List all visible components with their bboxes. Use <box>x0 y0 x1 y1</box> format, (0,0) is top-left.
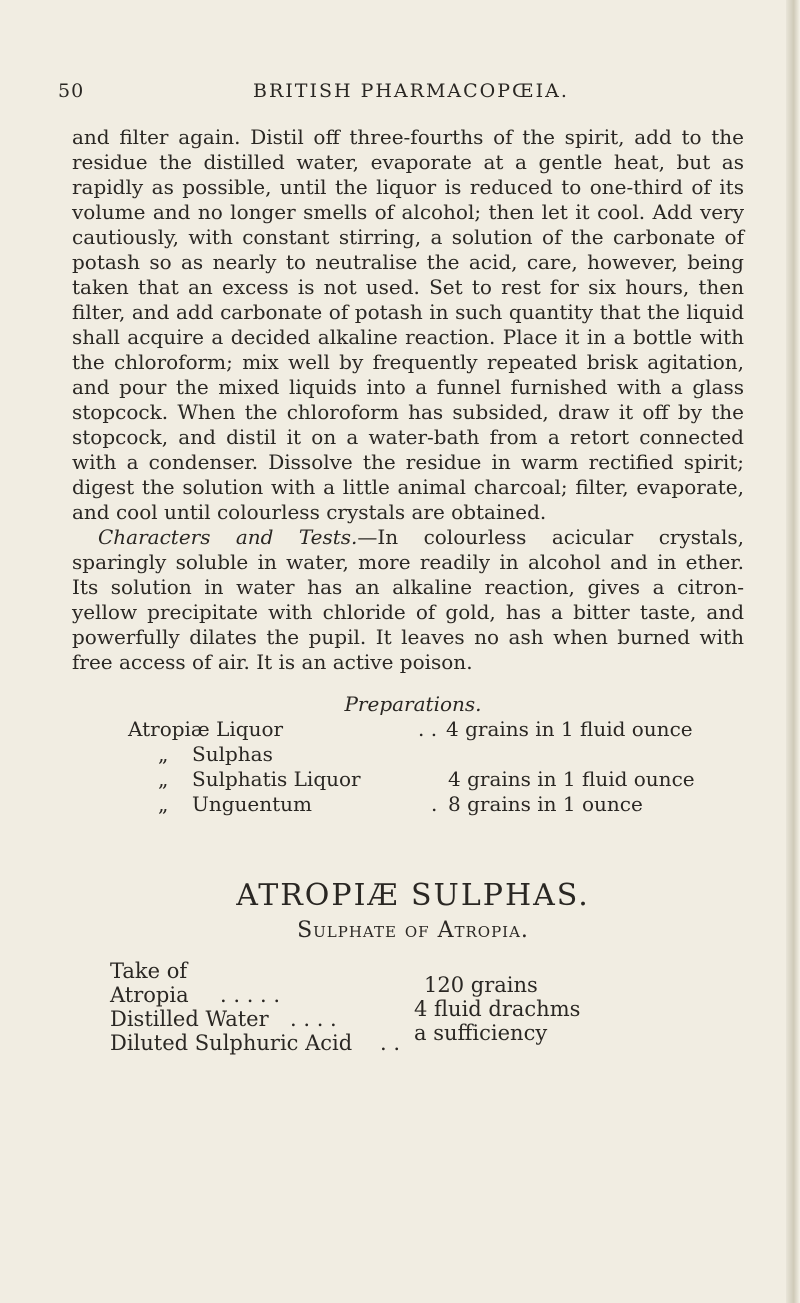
leader-dots: . . <box>418 717 438 741</box>
characters-text: —In colourless acicular crystals, sparingly soluble in water, more readily in alcohol and in ether. Its solution in water has an alkaline reaction, gives a citron-yellow precipitate with chloride of gold, has a bitter taste, and powerfully dilates the pupil. It leaves no ash when burned with free access of air. It is an active poison. <box>72 525 744 674</box>
ingredient-name: Distilled Water <box>110 1007 269 1031</box>
preparation-name: Atropiæ Liquor <box>128 717 284 741</box>
preparation-name: Sulphas <box>192 742 273 766</box>
ingredient-quantity: 4 fluid drachms <box>414 997 581 1021</box>
preparation-name: Unguentum <box>192 792 313 816</box>
ingredient-name: Diluted Sulphuric Acid <box>110 1031 353 1055</box>
preparation-strength: 8 grains in 1 ounce <box>448 792 643 816</box>
leader-dots: . . . . . <box>220 983 281 1007</box>
ingredient-quantity: a sufficiency <box>414 1021 548 1045</box>
section-title: ATROPIÆ SULPHAS. <box>236 878 590 913</box>
leader-dots: . . <box>380 1031 401 1055</box>
ingredient-quantity: 120 grains <box>424 973 538 997</box>
ditto-mark: „ <box>158 767 169 791</box>
preparations-title: Preparations. <box>344 692 482 716</box>
leader-dots: . . . . <box>290 1007 337 1031</box>
leader-dots: . <box>431 792 438 816</box>
recipe-intro: Take of <box>110 959 188 983</box>
body-text <box>72 125 744 675</box>
ditto-mark: „ <box>158 742 169 766</box>
preparation-strength: 4 grains in 1 fluid ounce <box>446 717 693 741</box>
characters-heading: Characters and Tests. <box>98 525 358 549</box>
page-edge <box>786 0 800 1303</box>
page-header <box>58 80 768 110</box>
preparation-strength: 4 grains in 1 fluid ounce <box>448 767 695 791</box>
ditto-mark: „ <box>158 792 169 816</box>
ingredient-name: Atropia <box>110 983 189 1007</box>
section-subtitle: Sulphate of Atropia. <box>297 918 529 943</box>
paragraph-process: and filter again. Distil off three-fourths of the spirit, add to the residue the distilled water, evaporate at a gentle heat, but as rapidly as possible, until the liquor is reduced to one-third of its volume and no longer smells of alcohol; then let it cool. Add very cautiously, with constant stirring, a solution of the carbonate of potash so as nearly to neutralise the acid, care, however, being taken that an excess is not used. Set to rest for six hours, then filter, and add carbonate of potash in such quantity that the liquid shall acquire a decided alkaline reaction. Place it in a bottle with the chloroform; mix well by frequently repeated brisk agitation, and pour the mixed liquids into a funnel furnished with a glass stopcock. When the chloroform has subsided, draw it off by the stopcock, and distil it on a water-bath from a retort connected with a condenser. Dissolve the residue in warm rectified spirit; digest the solution with a little animal charcoal; filter, evaporate, and cool until colourless crystals are obtained. <box>72 125 744 524</box>
ingredient-row <box>110 1021 750 1056</box>
preparation-name: Sulphatis Liquor <box>192 767 361 791</box>
paragraph-characters <box>72 525 744 675</box>
running-head: BRITISH PHARMACOPŒIA. <box>253 80 569 102</box>
page-number: 50 <box>58 80 85 102</box>
